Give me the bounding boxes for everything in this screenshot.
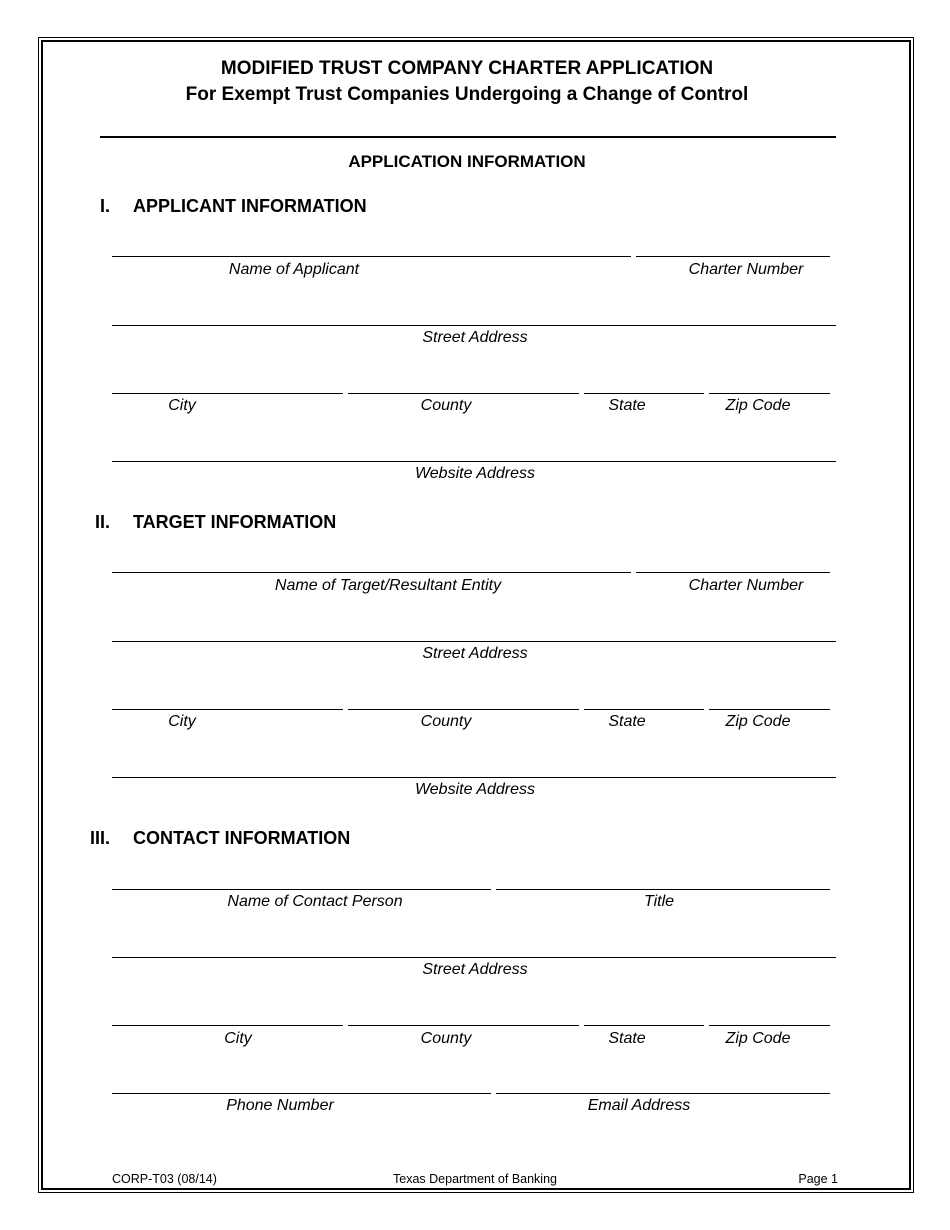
target-charter-number-label: Charter Number xyxy=(688,577,804,594)
target-city-field[interactable] xyxy=(112,709,343,710)
section-number: I. xyxy=(100,196,111,216)
target-name-label: Name of Target/Resultant Entity xyxy=(274,577,502,594)
footer-page-number: Page 1 xyxy=(798,1172,838,1186)
target-county-label: County xyxy=(420,713,472,730)
section-number: III. xyxy=(90,828,111,848)
applicant-state-label: State xyxy=(608,397,646,414)
contact-title-label: Title xyxy=(643,893,675,910)
contact-city-field[interactable] xyxy=(112,1025,343,1026)
section-title: CONTACT INFORMATION xyxy=(133,828,351,848)
applicant-zip-code-field[interactable] xyxy=(709,393,830,394)
contact-state-label: State xyxy=(608,1030,646,1047)
contact-street-address-field[interactable] xyxy=(112,957,836,958)
applicant-charter-number-field[interactable] xyxy=(636,256,830,257)
applicant-name-label: Name of Applicant xyxy=(228,261,360,278)
applicant-charter-number-label: Charter Number xyxy=(688,261,804,278)
contact-city-label: City xyxy=(224,1030,252,1047)
target-city-label: City xyxy=(168,713,196,730)
target-state-label: State xyxy=(608,713,646,730)
section-number: II. xyxy=(95,512,111,532)
contact-phone-field[interactable] xyxy=(112,1093,491,1094)
header-divider xyxy=(100,136,836,138)
contact-title-field[interactable] xyxy=(496,889,830,890)
applicant-street-address-label: Street Address xyxy=(422,329,528,346)
contact-phone-label: Phone Number xyxy=(226,1097,334,1114)
form-subtitle: For Exempt Trust Companies Undergoing a Change of Control xyxy=(185,84,749,105)
contact-county-label: County xyxy=(420,1030,472,1047)
contact-name-field[interactable] xyxy=(112,889,491,890)
applicant-county-field[interactable] xyxy=(348,393,579,394)
contact-state-field[interactable] xyxy=(584,1025,704,1026)
applicant-city-field[interactable] xyxy=(112,393,343,394)
contact-street-address-label: Street Address xyxy=(422,961,528,978)
target-state-field[interactable] xyxy=(584,709,704,710)
contact-zip-code-field[interactable] xyxy=(709,1025,830,1026)
form-title: MODIFIED TRUST COMPANY CHARTER APPLICATION xyxy=(220,58,714,79)
target-name-field[interactable] xyxy=(112,572,631,573)
applicant-city-label: City xyxy=(168,397,196,414)
target-street-address-field[interactable] xyxy=(112,641,836,642)
footer-form-id: CORP-T03 (08/14) xyxy=(112,1172,217,1186)
target-zip-code-field[interactable] xyxy=(709,709,830,710)
target-website-field[interactable] xyxy=(112,777,836,778)
applicant-state-field[interactable] xyxy=(584,393,704,394)
target-charter-number-field[interactable] xyxy=(636,572,830,573)
target-county-field[interactable] xyxy=(348,709,579,710)
contact-email-field[interactable] xyxy=(496,1093,830,1094)
applicant-county-label: County xyxy=(420,397,472,414)
target-website-label: Website Address xyxy=(414,781,536,798)
target-street-address-label: Street Address xyxy=(422,645,528,662)
target-zip-code-label: Zip Code xyxy=(725,713,791,730)
applicant-zip-code-label: Zip Code xyxy=(725,397,791,414)
applicant-name-field[interactable] xyxy=(112,256,631,257)
applicant-street-address-field[interactable] xyxy=(112,325,836,326)
applicant-website-field[interactable] xyxy=(112,461,836,462)
contact-name-label: Name of Contact Person xyxy=(227,893,403,910)
contact-email-label: Email Address xyxy=(587,1097,691,1114)
applicant-website-label: Website Address xyxy=(414,465,536,482)
section-title: TARGET INFORMATION xyxy=(133,512,337,532)
contact-zip-code-label: Zip Code xyxy=(725,1030,791,1047)
contact-county-field[interactable] xyxy=(348,1025,579,1026)
section-title: APPLICANT INFORMATION xyxy=(133,196,367,216)
application-information-heading: APPLICATION INFORMATION xyxy=(348,152,586,171)
footer-agency: Texas Department of Banking xyxy=(393,1172,557,1186)
